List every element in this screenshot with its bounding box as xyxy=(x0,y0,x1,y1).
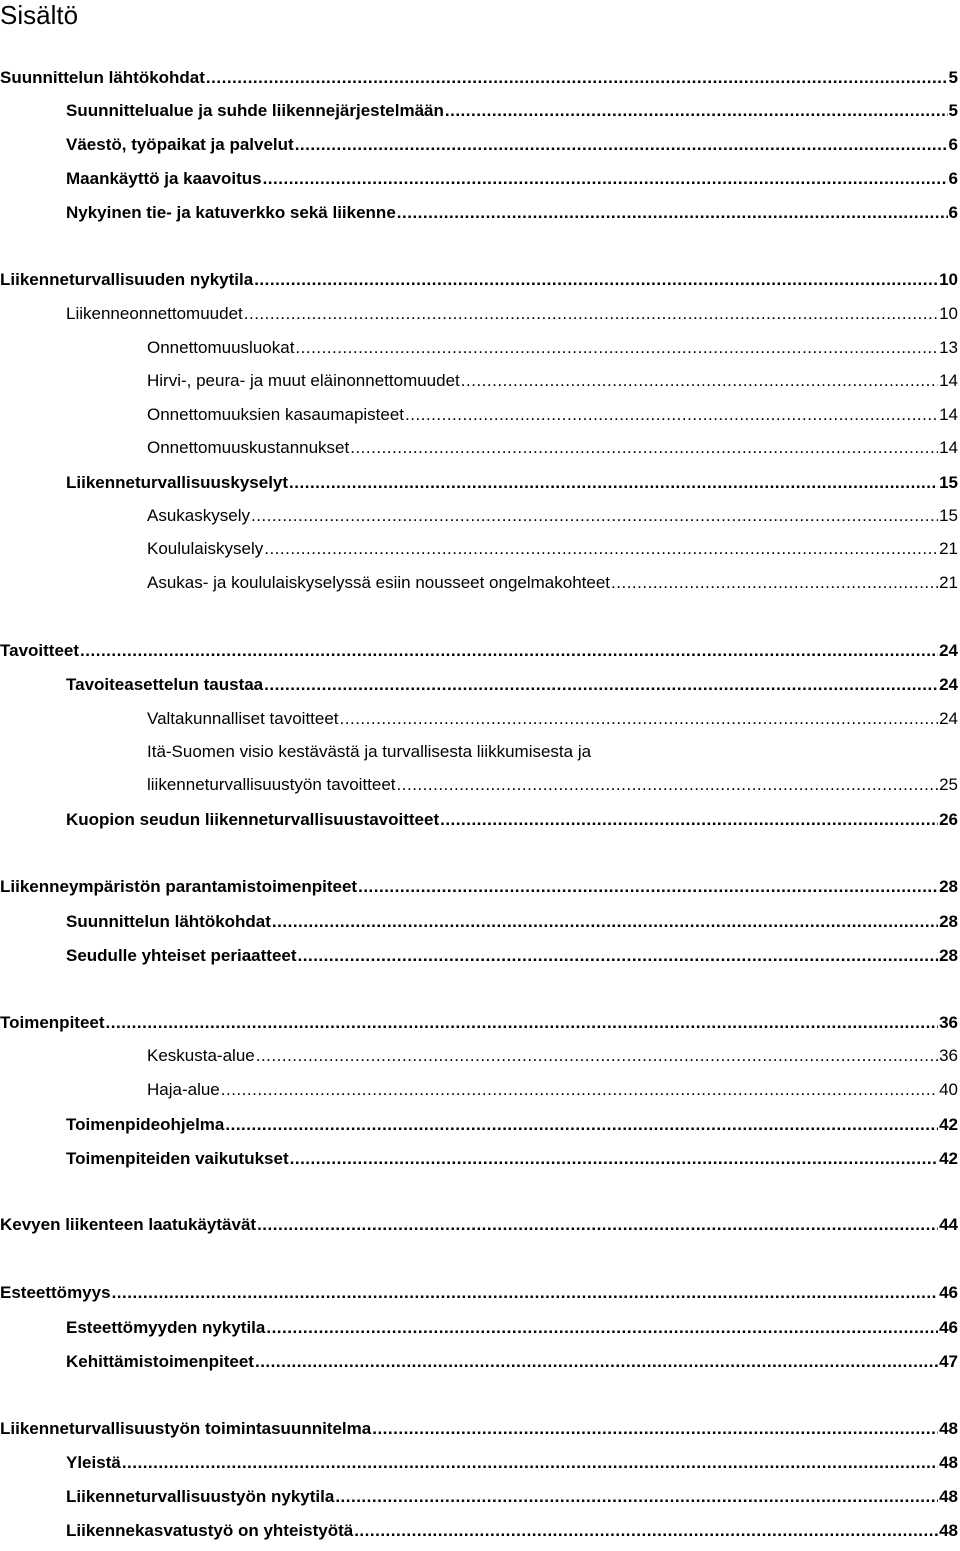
toc-dot-leader xyxy=(106,1012,939,1034)
toc-entry-title: Maankäyttö ja kaavoitus xyxy=(66,169,262,188)
toc-entry-title: Liikenneturvallisuustyön toimintasuunnitelma xyxy=(0,1419,372,1438)
toc-page-number: 25 xyxy=(939,775,958,794)
toc-entry-title: Esteettömyys xyxy=(0,1283,111,1302)
toc-entry-text-line1: Itä-Suomen visio kestävästä ja turvallisesta liikkumisesta ja xyxy=(147,742,592,761)
toc-entry[interactable] xyxy=(147,400,958,426)
toc-dot-leader xyxy=(445,100,948,122)
toc-page-number: 48 xyxy=(939,1453,958,1472)
toc-dot-leader xyxy=(298,945,939,967)
toc-entry-title: Toimenpiteet xyxy=(0,1013,105,1032)
toc-entry-title: Tavoitteet xyxy=(0,641,80,660)
toc-entry[interactable] xyxy=(66,1516,958,1542)
toc-page-number: 44 xyxy=(939,1215,958,1234)
toc-page-number: 5 xyxy=(948,68,958,87)
toc-entry[interactable] xyxy=(66,1110,958,1136)
toc-page-number: 36 xyxy=(939,1013,958,1032)
toc-dot-leader xyxy=(266,1317,938,1339)
toc-dot-leader xyxy=(257,1214,938,1236)
toc-page-number: 28 xyxy=(939,912,958,931)
toc-dot-leader xyxy=(289,472,938,494)
toc-entry[interactable] xyxy=(147,770,958,796)
toc-entry-title: Onnettomuuksien kasaumapisteet xyxy=(147,405,405,424)
toc-entry[interactable] xyxy=(66,907,958,933)
toc-entry-title: Kehittämistoimenpiteet xyxy=(66,1352,254,1371)
toc-entry-title: Väestö, työpaikat ja palvelut xyxy=(66,135,294,154)
toc-page-number: 21 xyxy=(939,539,958,558)
toc-entry[interactable] xyxy=(147,333,958,359)
toc-dot-leader xyxy=(206,67,948,89)
toc-page-number: 40 xyxy=(939,1080,958,1099)
toc-page-number: 48 xyxy=(939,1487,958,1506)
toc-entry-title: Suunnittelualue ja suhde liikennejärjestelmään xyxy=(66,101,444,120)
toc-entry[interactable] xyxy=(66,299,958,325)
toc-entry-title: Yleistä xyxy=(66,1453,121,1472)
toc-dot-leader xyxy=(350,437,938,459)
toc-entry-title: Seudulle yhteiset periaatteet xyxy=(66,946,297,965)
toc-dot-leader xyxy=(372,1418,938,1440)
toc-page-number: 10 xyxy=(939,304,958,323)
toc-entry-title: Liikenneympäristön parantamistoimenpiteet xyxy=(0,877,358,896)
toc-dot-leader xyxy=(254,269,938,291)
toc-entry[interactable] xyxy=(66,805,958,831)
toc-entry[interactable] xyxy=(66,941,958,967)
toc-page-number: 15 xyxy=(939,473,958,492)
toc-entry[interactable] xyxy=(147,433,958,459)
toc-entry-title: Koululaiskysely xyxy=(147,539,264,558)
toc-entry-title: Kevyen liikenteen laatukäytävät xyxy=(0,1215,257,1234)
toc-dot-leader xyxy=(122,1452,938,1474)
toc-page-number: 13 xyxy=(939,338,958,357)
toc-entry[interactable] xyxy=(0,1008,958,1034)
toc-dot-leader xyxy=(354,1520,938,1542)
toc-page-number: 48 xyxy=(939,1521,958,1540)
toc-entry-title: Esteettömyyden nykytila xyxy=(66,1318,266,1337)
toc-entry-title: Keskusta-alue xyxy=(147,1046,255,1065)
toc-entry[interactable] xyxy=(66,1482,958,1508)
toc-entry[interactable] xyxy=(0,1414,958,1440)
toc-entry[interactable] xyxy=(0,1278,958,1304)
toc-entry[interactable] xyxy=(147,1075,958,1101)
toc-entry[interactable] xyxy=(66,1448,958,1474)
toc-page-number: 46 xyxy=(939,1283,958,1302)
toc-entry[interactable] xyxy=(66,670,958,696)
toc-entry-title: Asukaskysely xyxy=(147,506,250,525)
toc-entry-title: Hirvi-, peura- ja muut eläinonnettomuudet xyxy=(147,371,460,390)
toc-entry-title: Liikenneturvallisuuden nykytila xyxy=(0,270,254,289)
toc-entry[interactable] xyxy=(147,534,958,560)
toc-entry-title: liikenneturvallisuustyön tavoitteet xyxy=(147,775,396,794)
toc-dot-leader xyxy=(440,809,938,831)
toc-entry-title: Nykyinen tie- ja katuverkko sekä liikenne xyxy=(66,203,396,222)
toc-page-number: 46 xyxy=(939,1318,958,1337)
toc-dot-leader xyxy=(358,876,938,898)
toc-entry[interactable] xyxy=(147,501,958,527)
toc-entry[interactable] xyxy=(66,1144,958,1170)
toc-entry[interactable] xyxy=(66,130,958,156)
toc-dot-leader xyxy=(264,674,938,696)
toc-page-number: 28 xyxy=(939,946,958,965)
toc-entry[interactable] xyxy=(66,1313,958,1339)
toc-entry-title: Toimenpideohjelma xyxy=(66,1115,225,1134)
toc-page-number: 24 xyxy=(939,709,958,728)
toc-dot-leader xyxy=(221,1079,938,1101)
toc-dot-leader xyxy=(264,538,938,560)
toc-entry-title: Onnettomuusluokat xyxy=(147,338,295,357)
toc-page-number: 24 xyxy=(939,675,958,694)
toc-entry-title: Liikenneturvallisuustyön nykytila xyxy=(66,1487,335,1506)
toc-entry[interactable] xyxy=(0,872,958,898)
toc-dot-leader xyxy=(340,708,939,730)
toc-page-number: 36 xyxy=(939,1046,958,1065)
page-title: Sisältö xyxy=(0,0,79,30)
toc-entry-title: Suunnittelun lähtökohdat xyxy=(66,912,271,931)
toc-entry[interactable] xyxy=(0,265,958,291)
toc-dot-leader xyxy=(405,404,938,426)
toc-entry-title: Liikenneturvallisuuskyselyt xyxy=(66,473,289,492)
toc-entry-title: Tavoiteasettelun taustaa xyxy=(66,675,264,694)
toc-dot-leader xyxy=(80,640,938,662)
toc-entry[interactable] xyxy=(66,96,958,122)
toc-dot-leader xyxy=(397,202,948,224)
toc-dot-leader xyxy=(290,1148,938,1170)
toc-dot-leader xyxy=(272,911,938,933)
toc-entry-title: Toimenpiteiden vaikutukset xyxy=(66,1149,289,1168)
toc-page-number: 6 xyxy=(948,203,958,222)
toc-entry[interactable] xyxy=(66,1347,958,1373)
toc-dot-leader xyxy=(295,134,948,156)
toc-dot-leader xyxy=(461,370,938,392)
toc-page-number: 26 xyxy=(939,810,958,829)
toc-page-number: 42 xyxy=(939,1115,958,1134)
toc-entry-title: Valtakunnalliset tavoitteet xyxy=(147,709,339,728)
toc-dot-leader xyxy=(295,337,938,359)
toc-entry[interactable] xyxy=(66,164,958,190)
toc-dot-leader xyxy=(611,572,938,594)
toc-page-number: 48 xyxy=(939,1419,958,1438)
toc-entry[interactable] xyxy=(147,568,958,594)
toc-entry-title: Asukas- ja koululaiskyselyssä esiin nousseet ongelmakohteet xyxy=(147,573,611,592)
toc-entry[interactable] xyxy=(66,468,958,494)
toc-entry[interactable] xyxy=(0,63,958,89)
toc-entry-title: Liikennekasvatustyö on yhteistyötä xyxy=(66,1521,354,1540)
toc-dot-leader xyxy=(244,303,938,325)
toc-page-number: 47 xyxy=(939,1352,958,1371)
toc-entry[interactable] xyxy=(147,1041,958,1067)
toc-page-number: 42 xyxy=(939,1149,958,1168)
toc-dot-leader xyxy=(263,168,948,190)
toc-page-number: 5 xyxy=(948,101,958,120)
toc-page-number: 21 xyxy=(939,573,958,592)
toc-page-number: 14 xyxy=(939,405,958,424)
toc-dot-leader xyxy=(255,1351,938,1373)
toc-page-number: 14 xyxy=(939,438,958,457)
toc-page-number: 15 xyxy=(939,506,958,525)
toc-entry-title: Suunnittelun lähtökohdat xyxy=(0,68,205,87)
toc-dot-leader xyxy=(397,774,939,796)
toc-dot-leader xyxy=(256,1045,938,1067)
toc-page-number: 24 xyxy=(939,641,958,660)
toc-entry[interactable] xyxy=(0,1210,958,1236)
toc-entry-title: Haja-alue xyxy=(147,1080,220,1099)
toc-page-number: 28 xyxy=(939,877,958,896)
toc-dot-leader xyxy=(335,1486,938,1508)
toc-entry-title: Kuopion seudun liikenneturvallisuustavoitteet xyxy=(66,810,440,829)
toc-page-number: 10 xyxy=(939,270,958,289)
toc-entry[interactable] xyxy=(147,704,958,730)
toc-page-number: 6 xyxy=(948,169,958,188)
toc-dot-leader xyxy=(112,1282,939,1304)
toc-entry[interactable] xyxy=(66,198,958,224)
toc-page-number: 6 xyxy=(948,135,958,154)
toc-dot-leader xyxy=(251,505,938,527)
toc-entry-title: Liikenneonnettomuudet xyxy=(66,304,243,323)
toc-entry[interactable] xyxy=(147,366,958,392)
toc-page-number: 14 xyxy=(939,371,958,390)
toc-entry-title: Onnettomuuskustannukset xyxy=(147,438,350,457)
toc-entry[interactable] xyxy=(0,636,958,662)
toc-dot-leader xyxy=(225,1114,938,1136)
